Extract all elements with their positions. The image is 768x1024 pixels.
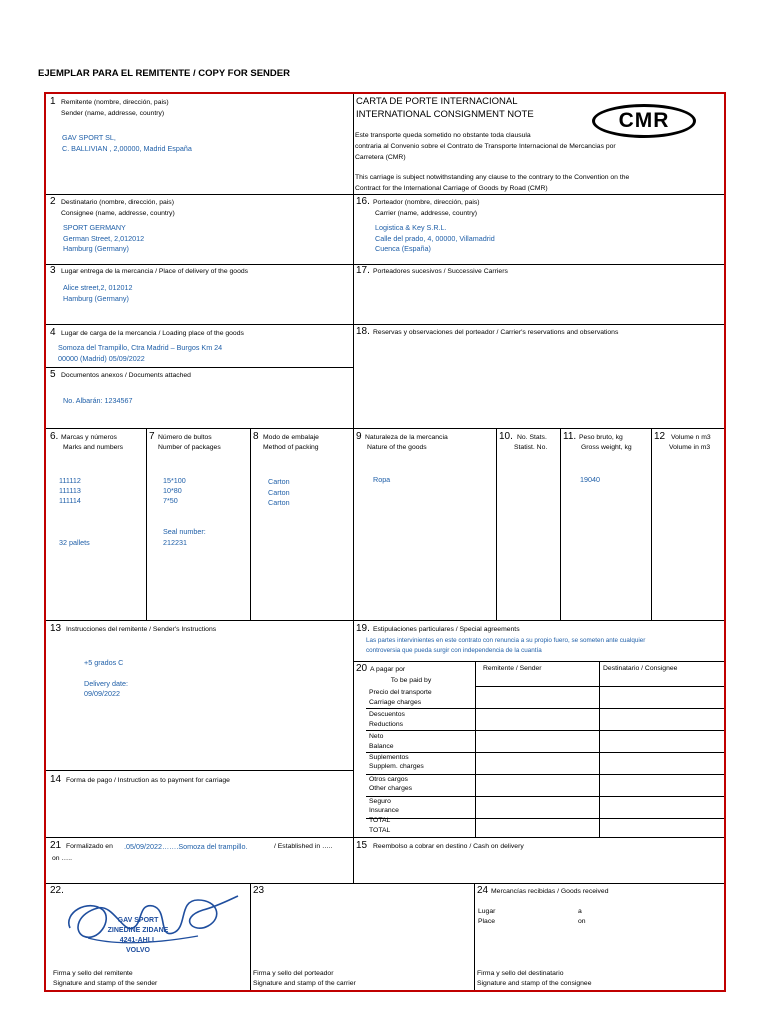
loading-place-label: Lugar de carga de la mercancia / Loading place of the goods <box>61 330 244 337</box>
carrier-address: Calle del prado, 4, 00000, Villamadrid <box>375 234 495 243</box>
mark-value: 111112 <box>59 476 81 485</box>
divider <box>46 883 724 884</box>
successive-carriers-label: Porteadores sucesivos / Successive Carriers <box>373 268 508 275</box>
box-number: 8 <box>253 431 259 442</box>
charge-label-en: Supplem. charges <box>369 763 424 770</box>
box-number: 16. <box>356 196 370 207</box>
payment-instruction-label: Forma de pago / Instruction as to payment for carriage <box>66 777 230 784</box>
divider <box>250 883 251 990</box>
packing-label-es: Modo de embalaje <box>263 434 319 441</box>
carrier-reservations-label: Reservas y observaciones del porteador / Carrier's reservations and observations <box>373 329 619 336</box>
consignee-signature-label-en: Signature and stamp of the consignee <box>477 980 592 987</box>
box-number: 21 <box>50 840 62 851</box>
marks-label-es: Marcas y números <box>61 434 117 441</box>
cash-on-delivery-label: Reembolso a cobrar en destino / Cash on delivery <box>373 843 524 850</box>
box-number: 3 <box>50 265 56 276</box>
legal-text-es: contraria al Convenio sobre el Contrato de Transporte Internacional de Mercancias por <box>355 143 616 150</box>
box-number: 20 <box>356 663 368 674</box>
loading-date: 00000 (Madrid) 05/09/2022 <box>58 354 145 363</box>
stamp-line: VOLVO <box>126 947 150 954</box>
packing-label-en: Method of packing <box>263 444 319 451</box>
special-agreements-label: Estipulaciones particulares / Special agreements <box>373 626 520 633</box>
mark-value: 111114 <box>59 496 81 505</box>
weight-label-en: Gross weight, kg <box>581 444 632 451</box>
charge-label-es: Precio del transporte <box>369 689 432 696</box>
box-number: 13 <box>50 623 62 634</box>
box-number: 17. <box>356 265 370 276</box>
lugar-label: Lugar <box>478 908 496 915</box>
carrier-name: Logistica & Key S.R.L. <box>375 223 447 232</box>
paid-by-label-es: A pagar por <box>370 666 406 673</box>
delivery-city: Hamburg (Germany) <box>63 294 129 303</box>
page-title: EJEMPLAR PARA EL REMITENTE / COPY FOR SENDER <box>38 68 290 79</box>
sender-instructions-label: Instrucciones del remitente / Sender's Instructions <box>66 626 217 633</box>
stamp-line: ZINEDINE ZIDANE <box>107 927 169 934</box>
box-number: 18. <box>356 326 370 337</box>
delivery-address: Alice street,2, 012012 <box>63 283 133 292</box>
delivery-date-label: Delivery date: <box>84 679 128 688</box>
sender-signature-label-es: Firma y sello del remitente <box>53 970 133 977</box>
divider <box>250 428 251 620</box>
divider <box>353 661 724 662</box>
divider <box>46 264 724 265</box>
divider <box>353 94 354 883</box>
package-value: 10*80 <box>163 486 182 495</box>
a-label: a <box>578 908 582 915</box>
charge-label-es: Suplementos <box>369 754 409 761</box>
established-label: Formalizado en <box>66 843 113 850</box>
divider <box>46 194 724 195</box>
charge-label-en: Insurance <box>369 807 399 814</box>
table-line <box>366 796 724 797</box>
box-number: 1 <box>50 96 56 107</box>
total-label-en: TOTAL <box>369 827 391 834</box>
weight-label-es: Peso bruto, kg <box>579 434 623 441</box>
seal-number: 212231 <box>163 538 187 547</box>
charge-label-en: Reductions <box>369 721 404 728</box>
divider <box>46 620 724 621</box>
sender-signature-label-en: Signature and stamp of the sender <box>53 980 158 987</box>
stamp-line: 4241-AHLL <box>119 937 157 944</box>
established-value: .05/09/2022…….Somoza del trampillo. <box>124 842 248 851</box>
divider <box>496 428 497 620</box>
special-agreement-text: controversia que pueda surgir con independencia de la cuantía <box>366 647 542 654</box>
established-in-label: / Established in ….. <box>274 843 333 850</box>
legal-text-en: Contract for the International Carriage of Goods by Road (CMR) <box>355 185 548 192</box>
volume-label-en: Volume in m3 <box>669 444 711 451</box>
box-number: 11. <box>563 431 577 442</box>
column-sender: Remitente / Sender <box>483 665 542 672</box>
box-number: 9 <box>356 431 362 442</box>
delivery-note-number: No. Albarán: 1234567 <box>63 396 133 405</box>
loading-address: Somoza del Trampillo, Ctra Madrid – Burgos Km 24 <box>58 343 223 352</box>
box-number: 24 <box>477 885 489 896</box>
special-agreement-text: Las partes intervinientes en este contrato con renuncia a su propio fuero, se someten ante cualquier <box>366 637 646 644</box>
charge-label-en: Carriage charges <box>369 699 422 706</box>
volume-label-es: Volume n m3 <box>671 434 711 441</box>
box-number: 22. <box>50 885 64 896</box>
charge-label-es: Neto <box>369 733 384 740</box>
charge-label-es: Descuentos <box>369 711 405 718</box>
box-number: 5 <box>50 369 56 380</box>
packing-value: Carton <box>268 477 290 486</box>
consignee-name: SPORT GERMANY <box>63 223 126 232</box>
box-number: 12 <box>654 431 666 442</box>
marks-label-en: Marks and numbers <box>63 444 124 451</box>
divider <box>46 837 724 838</box>
packing-value: Carton <box>268 498 290 507</box>
box-number: 23 <box>253 885 265 896</box>
box-number: 7 <box>149 431 155 442</box>
sender-label-es: Remitente (nombre, dirección, pais) <box>61 99 169 106</box>
temperature-instruction: +5 grados C <box>84 658 124 667</box>
seal-label: Seal number: <box>163 527 206 536</box>
consignee-label-es: Destinatario (nombre, dirección, pais) <box>61 199 174 206</box>
column-consignee: Destinatario / Consignee <box>603 665 678 672</box>
consignee-city: Hamburg (Germany) <box>63 244 129 253</box>
doc-title-en: INTERNATIONAL CONSIGNMENT NOTE <box>356 109 534 120</box>
table-line <box>475 661 476 837</box>
box-number: 6. <box>50 431 59 442</box>
sender-label-en: Sender (name, addresse, country) <box>61 110 165 117</box>
packages-label-en: Number of packages <box>158 444 221 451</box>
table-line <box>366 730 724 731</box>
delivery-place-label: Lugar entrega de la mercancia / Place of delivery of the goods <box>61 268 249 275</box>
table-line <box>366 708 724 709</box>
charge-label-es: Otros cargos <box>369 776 408 783</box>
place-label: Place <box>478 918 496 925</box>
packages-label-es: Número de bultos <box>158 434 212 441</box>
divider <box>46 770 353 771</box>
carrier-signature-label-es: Firma y sello del porteador <box>253 970 334 977</box>
divider <box>560 428 561 620</box>
consignee-address: German Street, 2,012012 <box>63 234 145 243</box>
box-number: 2 <box>50 196 56 207</box>
divider <box>46 428 724 429</box>
box-number: 4 <box>50 327 56 338</box>
package-value: 7*50 <box>163 496 178 505</box>
table-line <box>599 661 600 837</box>
mark-value: 111113 <box>59 486 81 495</box>
box-number: 19. <box>356 623 370 634</box>
divider <box>46 367 353 368</box>
sender-stamp <box>98 916 178 956</box>
divider <box>651 428 652 620</box>
documents-attached-label: Documentos anexos / Documents attached <box>61 372 191 379</box>
on-label: on <box>578 918 586 925</box>
pallet-count: 32 pallets <box>59 538 90 547</box>
packing-value: Carton <box>268 488 290 497</box>
box-number: 14 <box>50 774 62 785</box>
sender-address: C. BALLIVIAN , 2,00000, Madrid España <box>62 144 192 153</box>
carrier-label-es: Porteador (nombre, dirección, pais) <box>373 199 480 206</box>
nature-label-es: Naturaleza de la mercancia <box>365 434 448 441</box>
stamp-line: GAV SPORT <box>117 917 159 924</box>
package-value: 15*100 <box>163 476 186 485</box>
box-number: 10. <box>499 431 513 442</box>
consignee-label-en: Consignee (name, addresse, country) <box>61 210 175 217</box>
sender-name: GAV SPORT SL, <box>62 133 116 142</box>
table-line <box>366 774 724 775</box>
doc-title-es: CARTA DE PORTE INTERNACIONAL <box>356 96 518 107</box>
consignee-signature-label-es: Firma y sello del destinatario <box>477 970 564 977</box>
carrier-signature-label-en: Signature and stamp of the carrier <box>253 980 356 987</box>
charge-label-en: Other charges <box>369 785 413 792</box>
table-line <box>366 752 724 753</box>
divider <box>46 324 724 325</box>
established-on-label: on ….. <box>52 855 73 862</box>
carrier-label-en: Carrier (name, addresse, country) <box>375 210 477 217</box>
cmr-logo: CMR <box>592 104 696 138</box>
legal-text-en: This carriage is subject notwithstanding any clause to the contrary to the Convention on the <box>355 174 630 181</box>
paid-by-label-en: To be paid by <box>390 677 432 684</box>
legal-text-es: Carretera (CMR) <box>355 154 406 161</box>
nature-label-en: Nature of the goods <box>367 444 427 451</box>
nature-value: Ropa <box>373 475 391 484</box>
delivery-date-value: 09/09/2022 <box>84 689 120 698</box>
carrier-city: Cuenca (España) <box>375 244 431 253</box>
table-line <box>366 818 724 819</box>
weight-value: 19040 <box>580 475 600 484</box>
charge-label-en: Balance <box>369 743 394 750</box>
box-number: 15 <box>356 840 368 851</box>
charge-label-es: Seguro <box>369 798 391 805</box>
total-label-es: TOTAL <box>369 817 391 824</box>
stats-label-es: No. Stats. <box>517 434 547 441</box>
divider <box>146 428 147 620</box>
stats-label-en: Statist. No. <box>514 444 548 451</box>
divider <box>474 883 475 990</box>
goods-received-label: Mercancías recibidas / Goods received <box>491 888 609 895</box>
legal-text-es: Este transporte queda sometido no obstante toda clausula <box>355 132 531 139</box>
